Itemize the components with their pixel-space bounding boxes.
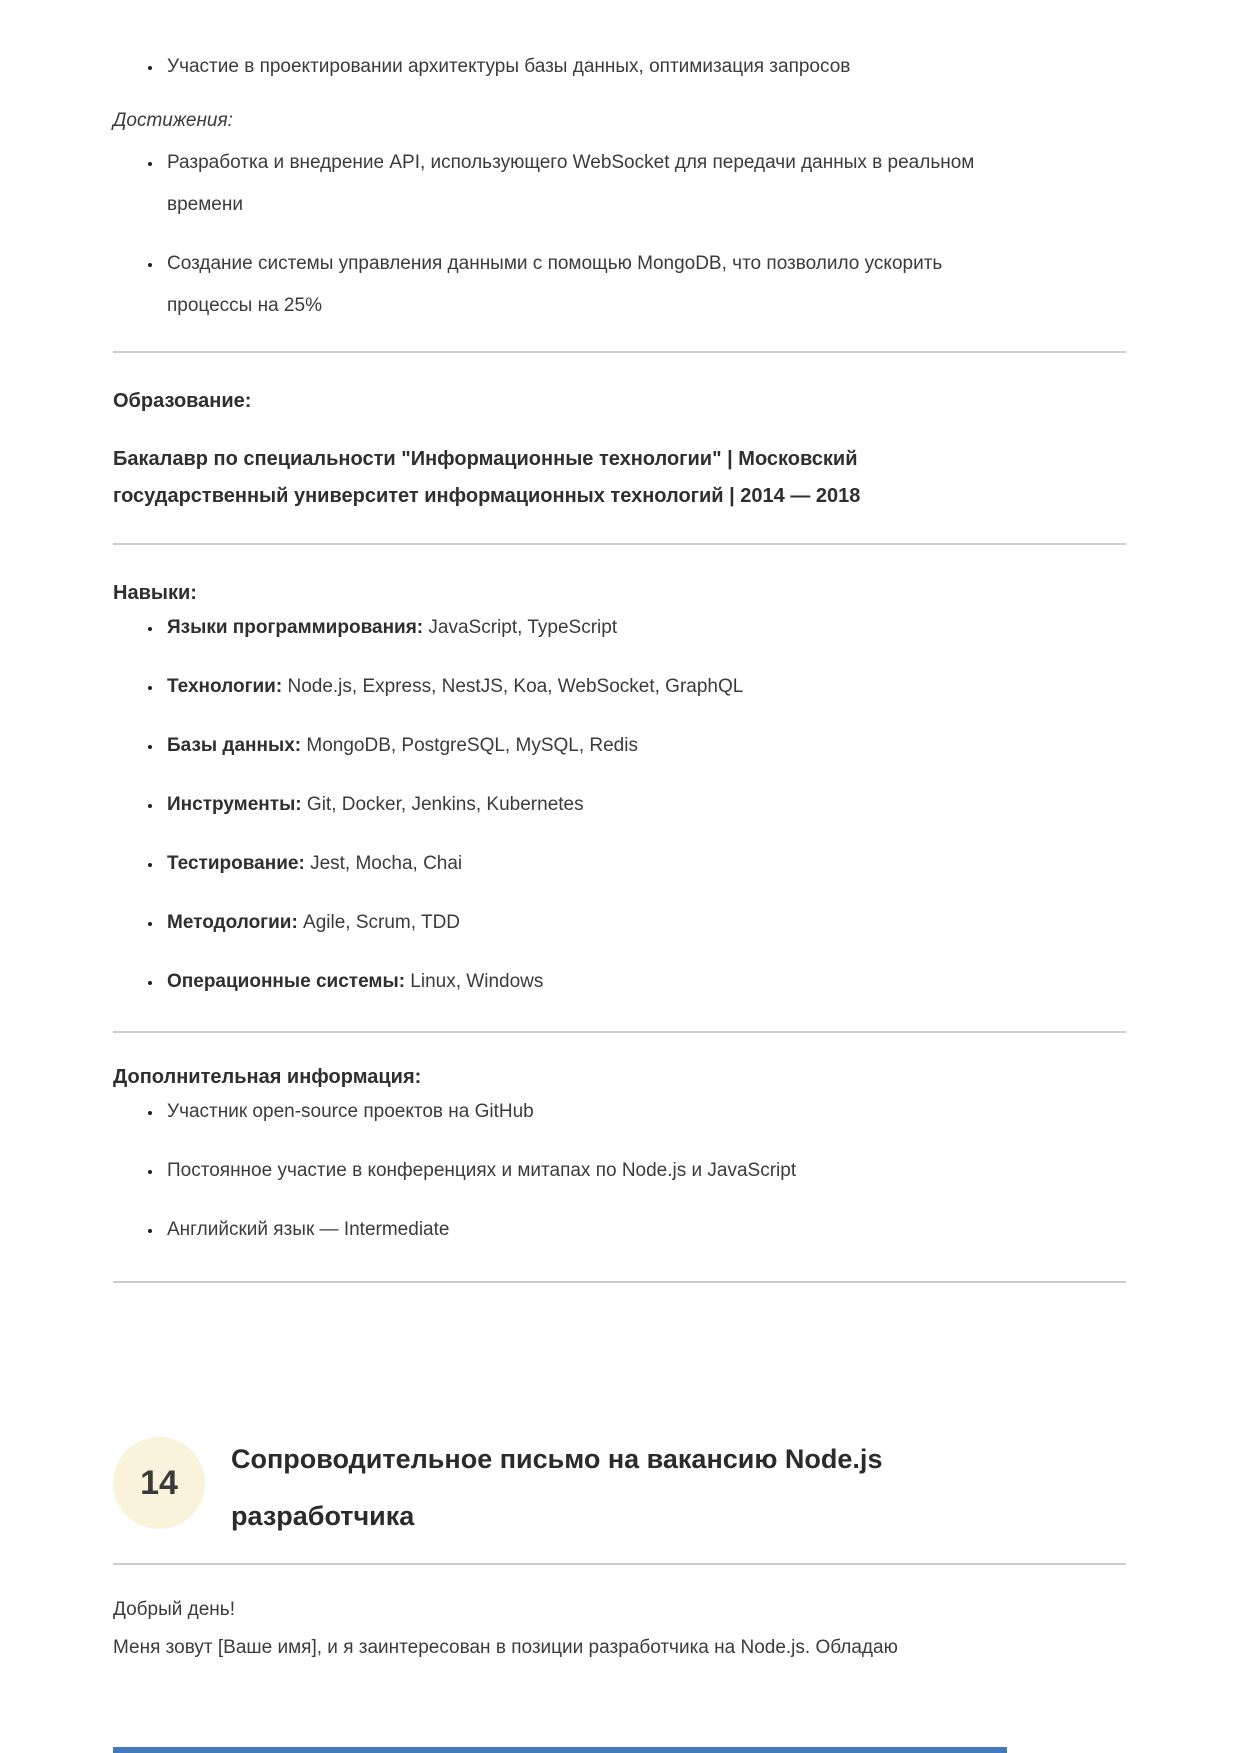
section-divider — [113, 351, 1126, 353]
skill-label: Языки программирования: — [167, 617, 424, 638]
skill-label: Методологии: — [167, 912, 298, 933]
list-item — [163, 666, 1027, 708]
skill-label: Тестирование: — [167, 853, 305, 874]
section-divider — [113, 1031, 1126, 1033]
list-item — [163, 725, 1027, 767]
cover-letter-text — [113, 1591, 1126, 1667]
skill-value: Jest, Mocha, Chai — [304, 853, 463, 874]
list-item: • Разработка и внедрение API, использующего WebSocket для передачи данных в реальном времени — [163, 142, 1027, 226]
skill-label: Технологии: — [167, 676, 283, 697]
list-item — [163, 843, 1027, 885]
skills-heading: Навыки: — [113, 582, 197, 604]
section-divider — [113, 543, 1126, 545]
skill-label: Инструменты: — [167, 794, 302, 815]
document-page — [113, 0, 1126, 1667]
skill-value: MongoDB, PostgreSQL, MySQL, Redis — [301, 735, 638, 756]
list-item — [163, 961, 1027, 1003]
achievements-label: Достижения: — [113, 110, 233, 131]
skill-value: Node.js, Express, NestJS, Koa, WebSocket, GraphQL — [282, 676, 744, 697]
additional-info-list — [113, 1091, 1126, 1251]
section-divider — [113, 1281, 1126, 1283]
letter-body-line: Меня зовут [Ваше имя], и я заинтересован в позиции разработчика на Node.js. Обладаю — [113, 1637, 898, 1658]
education-text: Бакалавр по специальности "Информационные технологии" | Московский государственный университет информационных технологий | 2014 — 2018 — [113, 448, 861, 507]
bottom-accent-bar — [113, 1747, 1007, 1753]
skills-list — [113, 607, 1126, 1003]
list-item — [163, 902, 1027, 944]
chapter-heading-block — [113, 1431, 1126, 1545]
list-item: • Английский язык — Intermediate — [163, 1209, 1027, 1251]
letter-greeting: Добрый день! — [113, 1599, 235, 1620]
section-divider — [113, 1563, 1126, 1565]
list-item: • Постоянное участие в конференциях и митапах по Node.js и JavaScript — [163, 1150, 1027, 1192]
chapter-number-badge: 14 — [113, 1437, 205, 1529]
list-item: • Создание системы управления данными с помощью MongoDB, что позволило ускорить процессы на 25% — [163, 243, 1027, 327]
skill-value: Linux, Windows — [405, 971, 544, 992]
achievements-list — [113, 142, 1126, 327]
skill-value: Git, Docker, Jenkins, Kubernetes — [301, 794, 584, 815]
responsibilities-list — [113, 46, 1126, 88]
skill-label: Базы данных: — [167, 735, 302, 756]
skill-label: Операционные системы: — [167, 971, 406, 992]
additional-info-heading: Дополнительная информация: — [113, 1066, 422, 1088]
skill-value: Agile, Scrum, TDD — [297, 912, 461, 933]
list-item: • Участник open-source проектов на GitHub — [163, 1091, 1027, 1133]
skill-value: JavaScript, TypeScript — [423, 617, 618, 638]
list-item — [163, 784, 1027, 826]
list-item — [163, 607, 1027, 649]
education-heading: Образование: — [113, 390, 252, 412]
chapter-title: Сопроводительное письмо на вакансию Node.js разработчика — [231, 1444, 883, 1531]
list-item: • Участие в проектировании архитектуры базы данных, оптимизация запросов — [163, 46, 1027, 88]
